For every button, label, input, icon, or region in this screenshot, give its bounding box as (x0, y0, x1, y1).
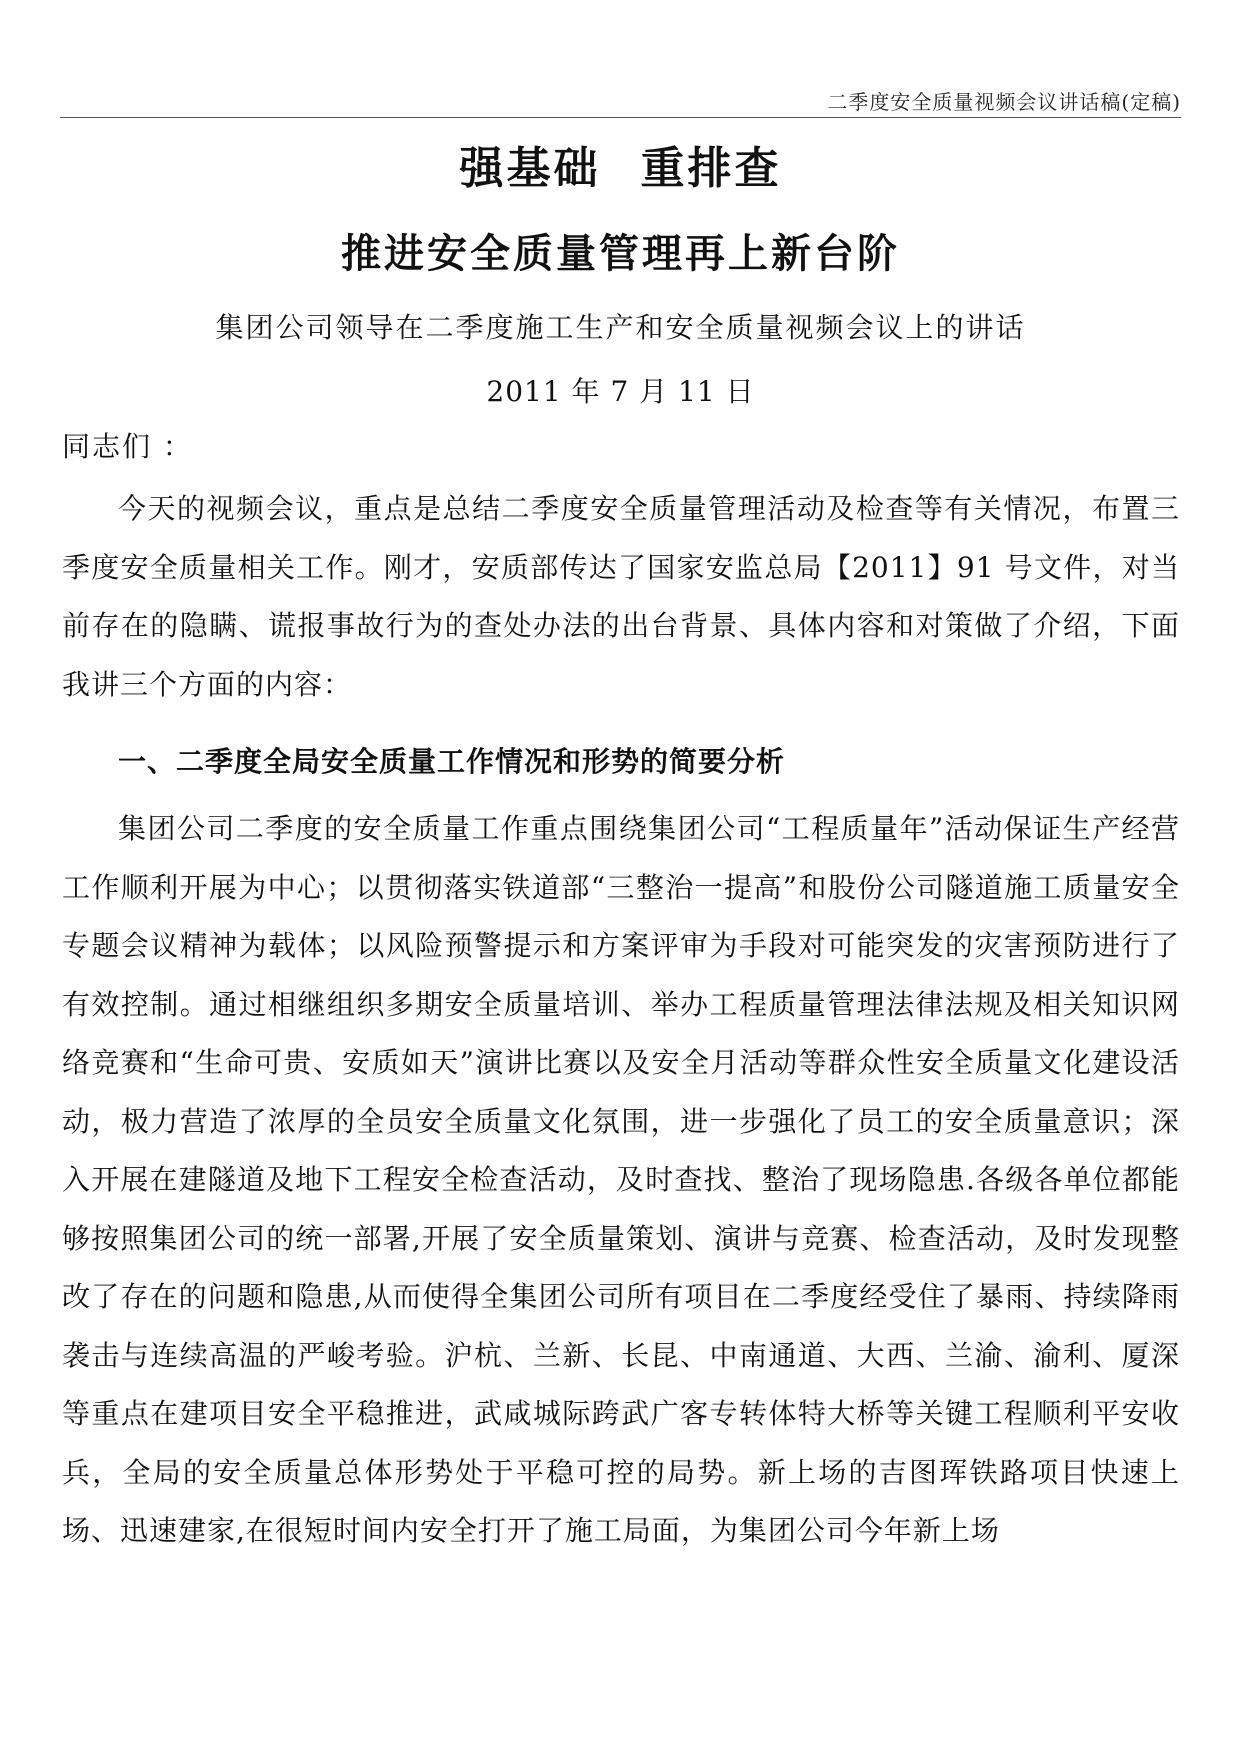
section-heading-1: 一、二季度全局安全质量工作情况和形势的简要分析 (118, 745, 786, 778)
header-divider (60, 117, 1181, 118)
intro-paragraph: 今天的视频会议，重点是总结二季度安全质量管理活动及检查等有关情况，布置三季度安全质量相关工作。刚才，安质部传达了国家安监总局【2011】91 号文件，对当前存在的隐瞒、谎报事故行为的查处办法的出台背景、具体内容和对策做了介绍，下面我讲三个方面的内容： (62, 492, 1180, 701)
salutation: 同志们 ： (62, 430, 193, 463)
document-subtitle-heading: 推进安全质量管理再上新台阶 (341, 231, 900, 277)
document-title (0, 132, 1241, 196)
running-header: 二季度安全质量视频会议讲话稿(定稿) (827, 90, 1181, 114)
title-part-2: 重排查 (640, 143, 782, 194)
speech-date: 2011 年 7 月 11 日 (486, 375, 755, 408)
speech-byline: 集团公司领导在二季度施工生产和安全质量视频会议上的讲话 (215, 311, 1026, 344)
section-1-paragraph: 集团公司二季度的安全质量工作重点围绕集团公司“工程质量年”活动保证生产经营工作顺利开展为中心；以贯彻落实铁道部“三整治一提高”和股份公司隧道施工质量安全专题会议精神为载体；以风险预警提示和方案评审为手段对可能突发的灾害预防进行了有效控制。通过相继组织多期安全质量培训、举办工程质量管理法律法规及相关知识网络竞赛和“生命可贵、安质如天”演讲比赛以及安全月活动等群众性安全质量文化建设活动，极力营造了浓厚的全员安全质量文化氛围，进一步强化了员工的安全质量意识；深入开展在建隧道及地下工程安全检查活动，及时查找、整治了现场隐患.各级各单位都能够按照集团公司的统一部署,开展了安全质量策划、演讲与竞赛、检查活动，及时发现整改了存在的问题和隐患,从而使得全集团公司所有项目在二季度经受住了暴雨、持续降雨袭击与连续高温的严峻考验。沪杭、兰新、长昆、中南通道、大西、兰渝、渝利、厦深等重点在建项目安全平稳推进，武咸城际跨武广客专转体特大桥等关键工程顺利平安收兵，全局的安全质量总体形势处于平稳可控的局势。新上场的吉图珲铁路项目快速上场、迅速建家,在很短时间内安全打开了施工局面，为集团公司今年新上场 (62, 812, 1180, 1547)
title-part-1: 强基础 (459, 143, 601, 194)
